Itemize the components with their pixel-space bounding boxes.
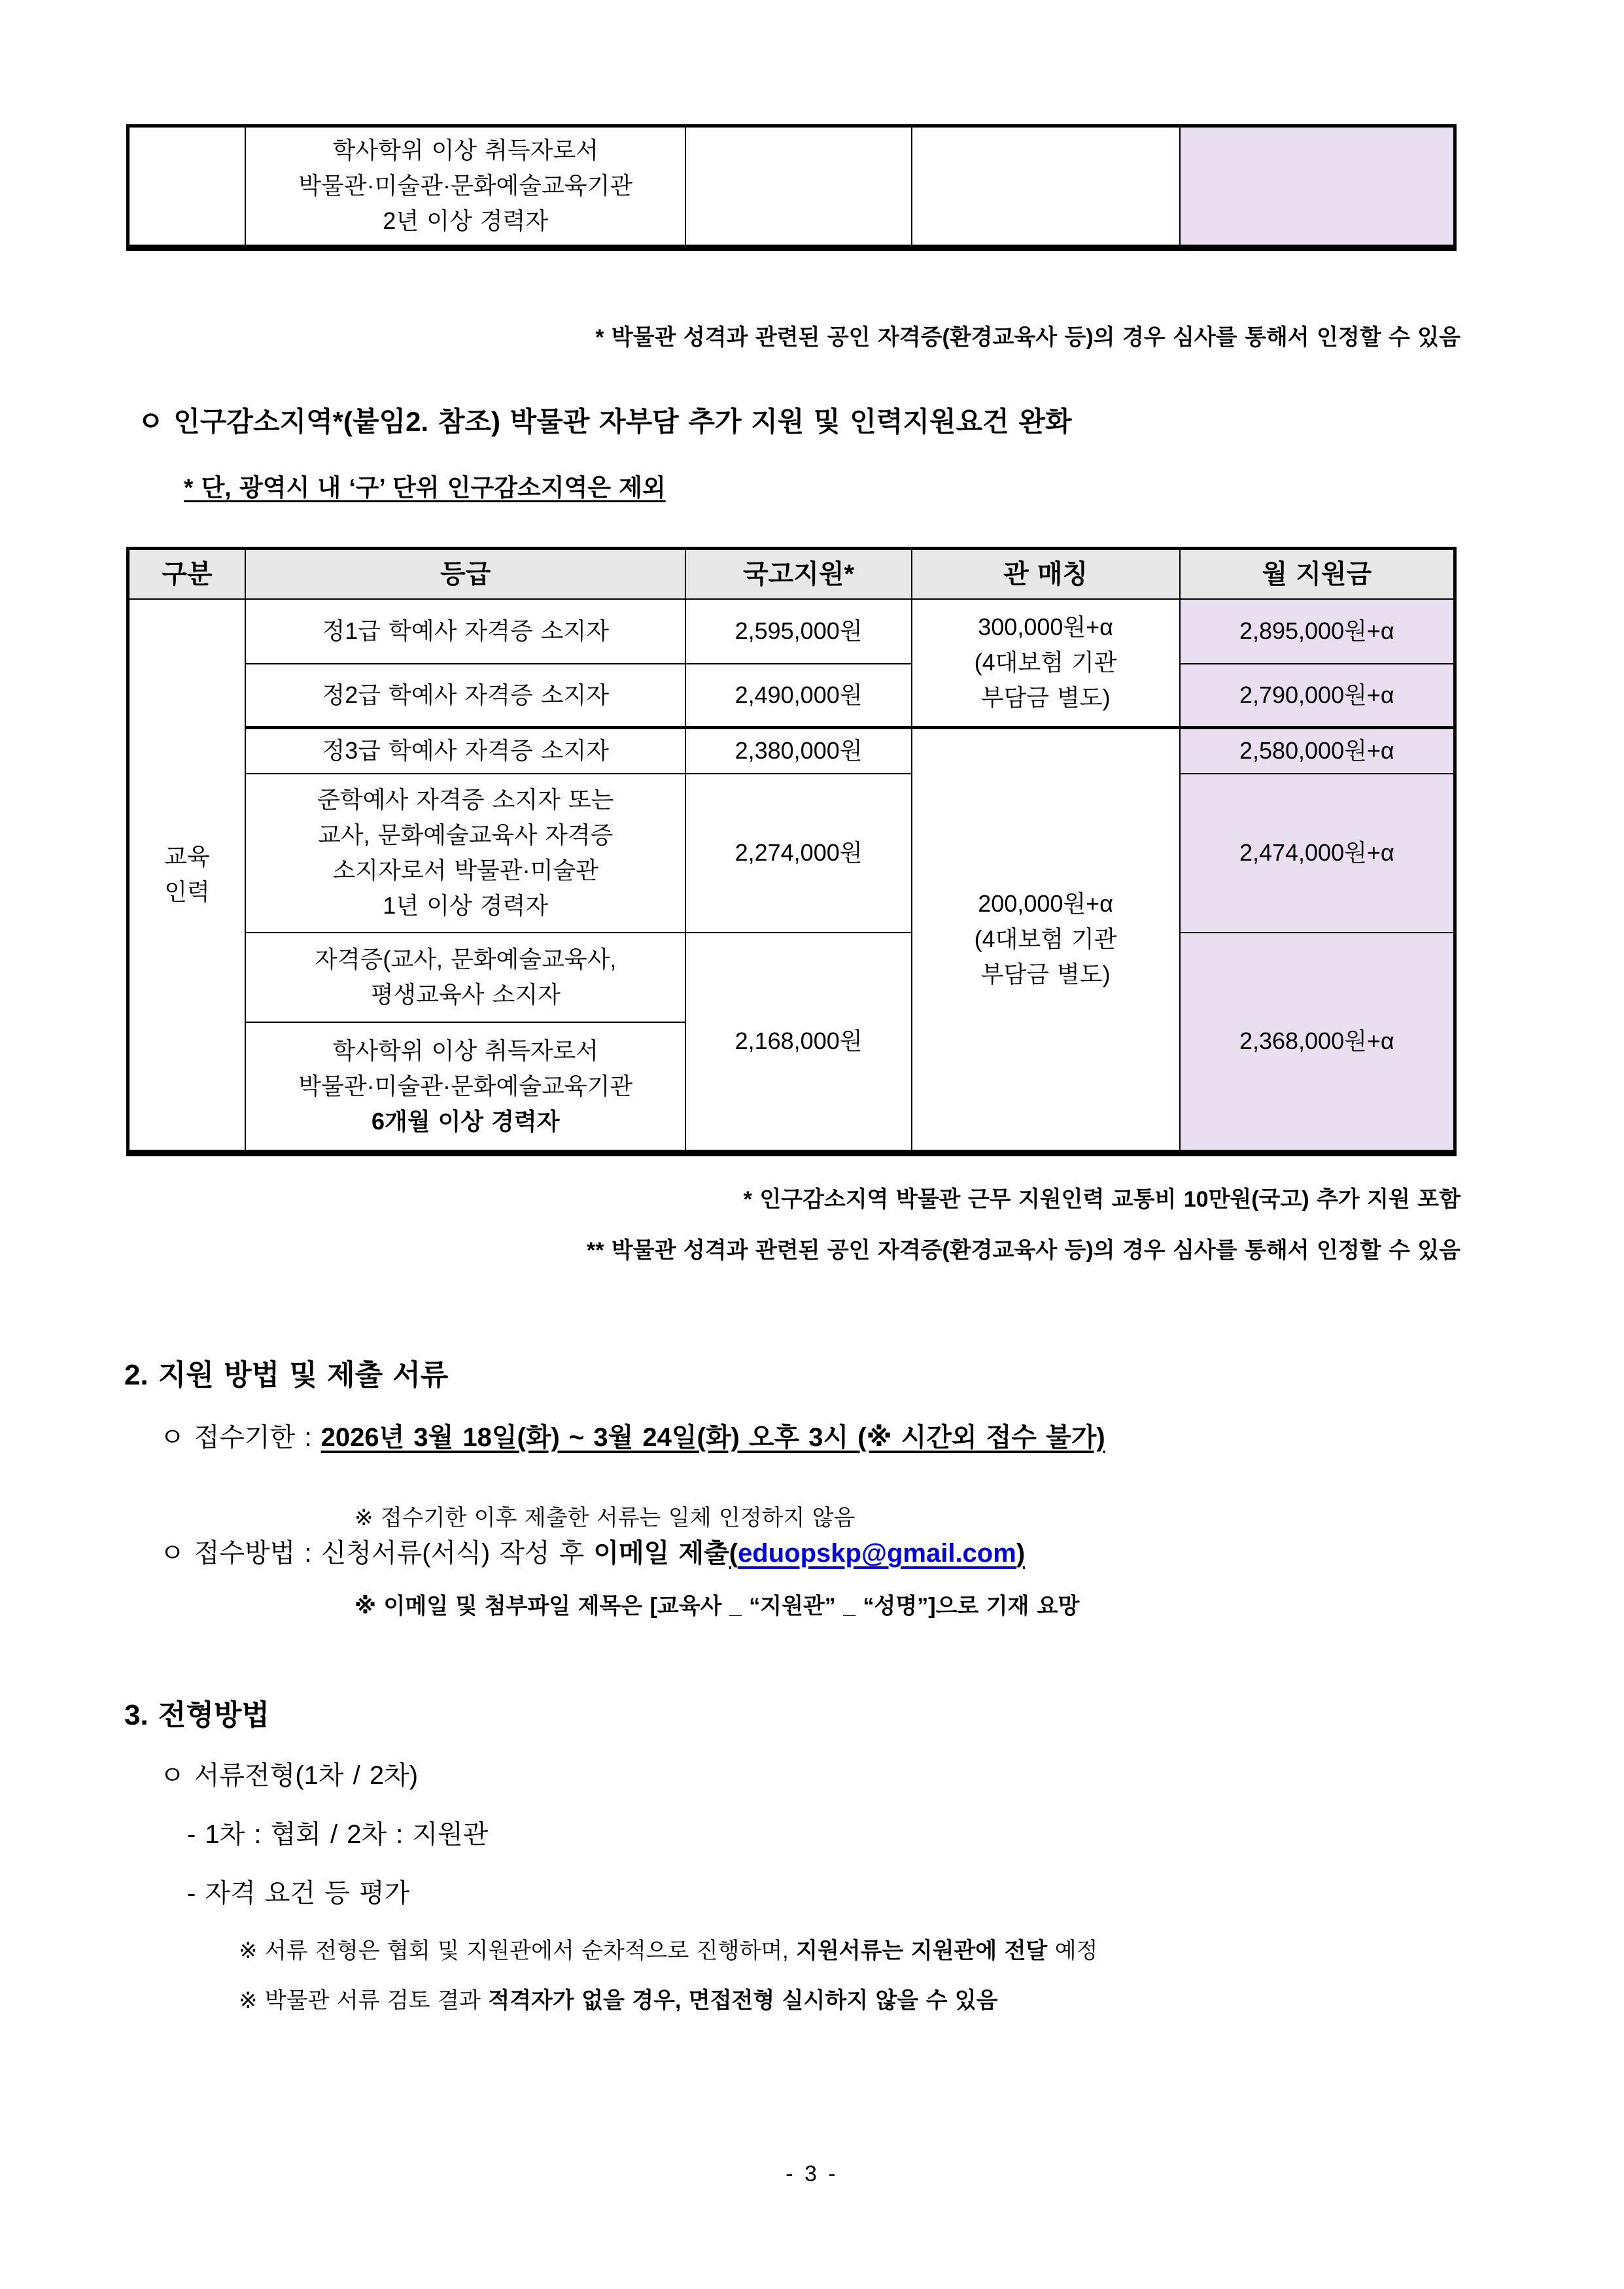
matching-line: 부담금 별도) [980, 961, 1111, 988]
method-close-paren: ) [1016, 1539, 1026, 1568]
header-matching: 관 매칭 [912, 549, 1180, 599]
table-row [128, 664, 1455, 728]
section-population-header: ㅇ 인구감소지역*(붙임2. 참조) 박물관 자부담 추가 지원 및 인력지원요건 완화 [137, 406, 1072, 437]
monthly-support-cell-empty [1180, 126, 1455, 248]
note-transport: * 인구감소지역 박물관 근무 지원인력 교통비 10만원(국고) 추가 지원 포함 [743, 1187, 1460, 1212]
screening-note2-bold: 적격자가 없을 경우, 면접전형 실시하지 않을 수 있음 [488, 1988, 998, 2013]
grade-line: 자격증(교사, 문화예술교육사, [315, 946, 617, 972]
table-row [128, 126, 1455, 248]
grade-line: 평생교육사 소지자 [370, 981, 561, 1008]
grade-cell [245, 126, 685, 248]
grade-cell [245, 933, 685, 1022]
table-row [128, 728, 1455, 774]
method-open-paren: ( [729, 1539, 738, 1568]
method-label: ㅇ 접수방법 : 신청서류(서식) 작성 후 [160, 1539, 594, 1568]
grade-line: 1년 이상 경력자 [383, 892, 549, 919]
screening-note1 [239, 1933, 1097, 1965]
header-category: 구분 [128, 549, 246, 599]
grade-line: 학사학위 이상 취득자로서 [332, 1037, 599, 1064]
category-cell [128, 599, 246, 1153]
screening-note1-bold: 지원서류는 지원관에 전달 [796, 1938, 1048, 1963]
national-cell: 2,274,000원 [685, 774, 911, 933]
national-support-cell-empty [685, 126, 911, 248]
monthly-cell: 2,474,000원+α [1180, 774, 1455, 933]
category-line: 교육 [164, 843, 210, 870]
deadline-note: ※ 접수기한 이후 제출한 서류는 일체 인정하지 않음 [354, 1506, 855, 1530]
screening-note1-suffix: 예정 [1047, 1938, 1098, 1963]
screening-sub1: - 1차 : 협회 / 2차 : 지원관 [187, 1820, 489, 1849]
note-certification-top: * 박물관 성격과 관련된 공인 자격증(환경교육사 등)의 경우 심사를 통해서 인정할 수 있음 [595, 325, 1460, 350]
national-cell: 2,380,000원 [685, 728, 911, 774]
top-continuation-table [126, 124, 1457, 251]
national-cell: 2,168,000원 [685, 933, 911, 1153]
category-line: 인력 [164, 878, 210, 905]
table-row [128, 933, 1455, 1022]
matching-cell-empty [912, 126, 1180, 248]
method-note: ※ 이메일 및 첨부파일 제목은 [교육사 _ “지원관” _ “성명”]으로 기재 요망 [354, 1594, 1080, 1619]
deadline-value: 2026년 3월 18일(화) ~ 3월 24일(화) 오후 3시 (※ 시간외 접수 불가) [320, 1423, 1105, 1452]
grade-line: 박물관·미술관·문화예술교육기관 [298, 1072, 633, 1099]
grade-line: 교사, 문화예술교육사 자격증 [318, 821, 613, 848]
screening-note2 [239, 1982, 998, 2014]
grade-cell: 정3급 학예사 자격증 소지자 [245, 728, 685, 774]
grade-cell: 정1급 학예사 자격증 소지자 [245, 599, 685, 664]
monthly-cell: 2,368,000원+α [1180, 933, 1455, 1153]
section3-header: 3. 전형방법 [124, 1699, 269, 1731]
matching-cell [912, 728, 1180, 1153]
matching-line: (4대보험 기관 [974, 925, 1117, 953]
header-monthly: 월 지원금 [1180, 549, 1455, 599]
page-number: - 3 - [786, 2161, 838, 2186]
table-row [128, 599, 1455, 664]
category-cell-empty [128, 126, 246, 248]
grade-cell [245, 1022, 685, 1153]
method-line [160, 1532, 1025, 1570]
national-cell: 2,595,000원 [685, 599, 911, 664]
monthly-cell: 2,895,000원+α [1180, 599, 1455, 664]
method-bold: 이메일 제출 [593, 1539, 729, 1568]
screening-sub2: - 자격 요건 등 평가 [187, 1879, 410, 1908]
grade-cell [245, 774, 685, 933]
grade-cell: 정2급 학예사 자격증 소지자 [245, 664, 685, 728]
section-population-subnote: * 단, 광역시 내 ‘구’ 단위 인구감소지역은 제외 [184, 474, 666, 501]
deadline-line [160, 1417, 1105, 1454]
email-link[interactable]: eduopskp@gmail.com [738, 1539, 1016, 1568]
note-certification: ** 박물관 성격과 관련된 공인 자격증(환경교육사 등)의 경우 심사를 통해서 인정할 수 있음 [587, 1238, 1460, 1263]
grade-line: 박물관·미술관·문화예술교육기관 [298, 172, 633, 199]
grade-line: 2년 이상 경력자 [383, 207, 549, 235]
grade-line: 소지자로서 박물관·미술관 [332, 857, 599, 884]
header-grade: 등급 [245, 549, 685, 599]
deadline-label: ㅇ 접수기한 : [160, 1423, 321, 1452]
grade-line-bold: 6개월 이상 경력자 [371, 1107, 560, 1135]
matching-line: 부담금 별도) [980, 684, 1111, 712]
matching-line: (4대보험 기관 [974, 649, 1117, 676]
grade-line: 준학예사 자격증 소지자 또는 [317, 786, 614, 813]
table-row [128, 774, 1455, 933]
monthly-cell: 2,580,000원+α [1180, 728, 1455, 774]
matching-line: 200,000원+α [978, 890, 1113, 918]
support-table [126, 547, 1457, 1156]
matching-line: 300,000원+α [978, 613, 1113, 641]
national-cell: 2,490,000원 [685, 664, 911, 728]
section2-header: 2. 지원 방법 및 제출 서류 [124, 1359, 449, 1391]
table-header-row [128, 549, 1455, 599]
screening-note2-prefix: ※ 박물관 서류 검토 결과 [239, 1988, 489, 2013]
grade-line: 학사학위 이상 취득자로서 [332, 137, 599, 164]
matching-cell [912, 599, 1180, 728]
screening-note1-prefix: ※ 서류 전형은 협회 및 지원관에서 순차적으로 진행하며, [239, 1938, 797, 1963]
monthly-cell: 2,790,000원+α [1180, 664, 1455, 728]
screening-item: ㅇ 서류전형(1차 / 2차) [160, 1761, 419, 1790]
header-national: 국고지원* [685, 549, 911, 599]
